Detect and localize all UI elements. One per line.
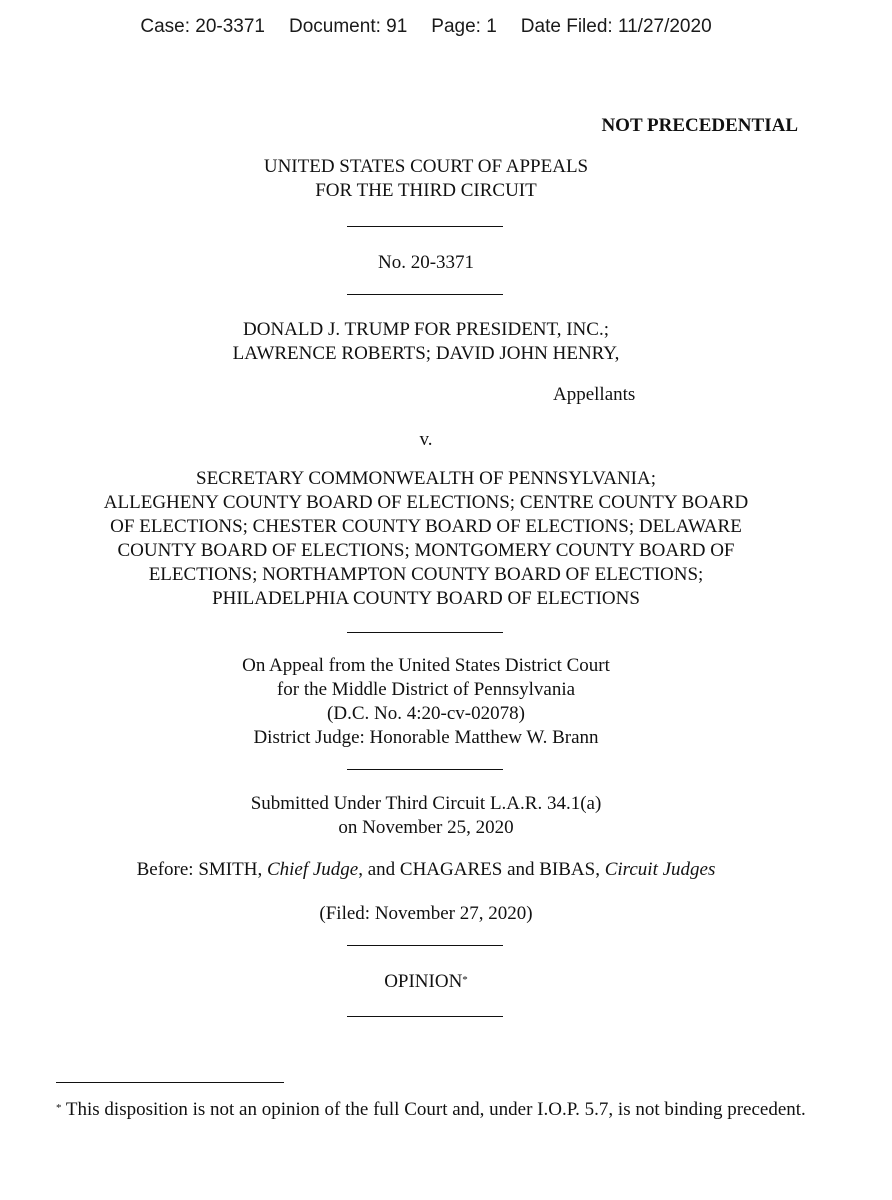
appeal-line: for the Middle District of Pennsylvania <box>276 679 576 700</box>
appellee-line: ALLEGHENY COUNTY BOARD OF ELECTIONS; CENTRE COUNTY BOARD <box>103 492 749 513</box>
opinion-label: OPINION <box>384 971 463 992</box>
appellee-line: COUNTY BOARD OF ELECTIONS; MONTGOMERY COUNTY BOARD OF <box>117 540 735 561</box>
filing-header <box>0 16 852 38</box>
divider-rule-6 <box>347 1016 503 1017</box>
appellant-names <box>0 318 852 366</box>
appeal-origin <box>0 654 852 750</box>
appellee-line: ELECTIONS; NORTHAMPTON COUNTY BOARD OF ELECTIONS; <box>148 564 704 585</box>
opinion-footnote-marker: * <box>462 974 468 986</box>
divider-rule-5 <box>347 945 503 946</box>
divider-rule-3 <box>347 632 503 633</box>
before-prefix: Before: SMITH, <box>136 859 267 880</box>
footnote-text: This disposition is not an opinion of the full Court and, under I.O.P. 5.7, is not binding precedent. <box>61 1099 806 1120</box>
appellee-line: OF ELECTIONS; CHESTER COUNTY BOARD OF ELECTIONS; DELAWARE <box>110 516 742 537</box>
court-name-line-1: UNITED STATES COURT OF APPEALS <box>263 156 589 177</box>
footnote-marker: * <box>56 1102 62 1114</box>
appellants-role: Appellants <box>553 384 636 405</box>
submission-info <box>0 792 852 840</box>
divider-rule-1 <box>347 226 503 227</box>
submitted-line-2: on November 25, 2020 <box>338 817 514 838</box>
panel-judges <box>0 858 852 882</box>
appeal-line: District Judge: Honorable Matthew W. Brann <box>253 727 599 748</box>
court-name <box>0 155 852 203</box>
appellee-line: SECRETARY COMMONWEALTH OF PENNSYLVANIA; <box>196 468 656 489</box>
appeal-line: On Appeal from the United States District Court <box>242 655 610 676</box>
versus: v. <box>419 429 433 450</box>
divider-rule-2 <box>347 294 503 295</box>
appellee-names <box>0 467 852 611</box>
opinion-heading <box>0 970 852 994</box>
appellant-line-1: DONALD J. TRUMP FOR PRESIDENT, INC.; <box>243 319 609 340</box>
footnote-divider <box>56 1082 284 1083</box>
appellant-line-2: LAWRENCE ROBERTS; DAVID JOHN HENRY, <box>232 343 620 364</box>
page-number-header: Page: 1 <box>431 16 497 37</box>
court-name-line-2: FOR THE THIRD CIRCUIT <box>315 180 537 201</box>
filed-date: (Filed: November 27, 2020) <box>319 903 533 924</box>
case-number-header: Case: 20-3371 <box>140 16 265 37</box>
circuit-judges-title: Circuit Judges <box>604 859 716 880</box>
appeal-line: (D.C. No. 4:20-cv-02078) <box>327 703 525 724</box>
case-number: No. 20-3371 <box>377 252 475 273</box>
divider-rule-4 <box>347 769 503 770</box>
footnote <box>56 1098 816 1122</box>
precedential-label: NOT PRECEDENTIAL <box>601 115 798 136</box>
before-middle: , and CHAGARES and BIBAS, <box>358 859 605 880</box>
chief-judge-title: Chief Judge <box>266 859 359 880</box>
appellee-line: PHILADELPHIA COUNTY BOARD OF ELECTIONS <box>212 588 640 609</box>
submitted-line-1: Submitted Under Third Circuit L.A.R. 34.1(a) <box>250 793 602 814</box>
date-filed-header: Date Filed: 11/27/2020 <box>520 16 712 37</box>
document-number-header: Document: 91 <box>289 16 408 37</box>
